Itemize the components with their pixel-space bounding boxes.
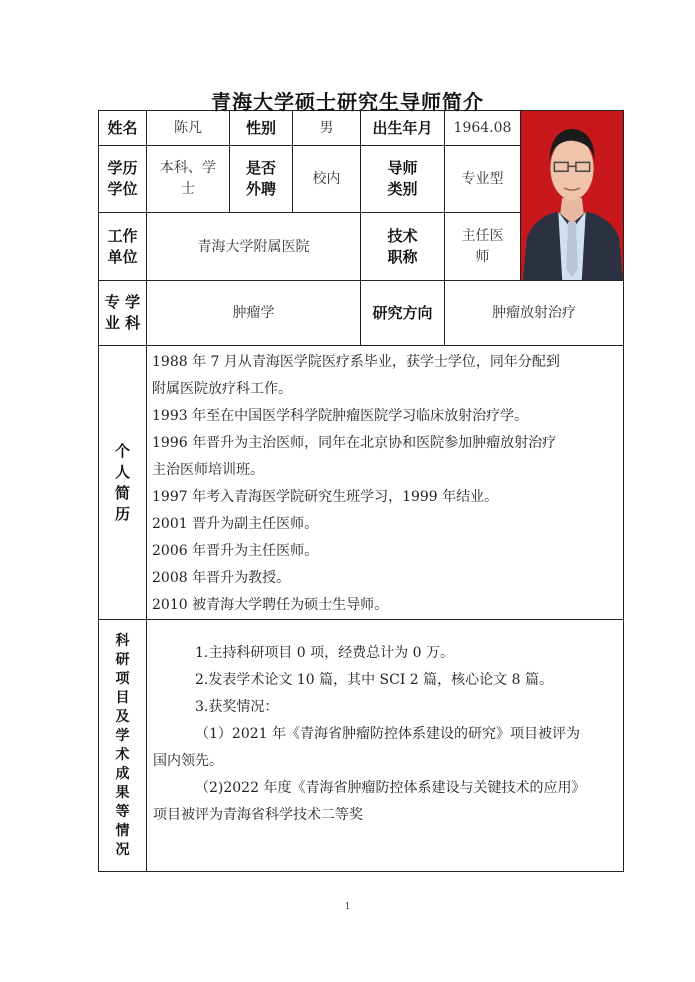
resume-line: 1997 年考入青海医学院研究生班学习，1999 年结业。 <box>152 489 499 505</box>
resume-line: 1996 年晋升为主治医师，同年在北京协和医院参加肿瘤放射治疗 <box>152 435 557 451</box>
resume-label-char: 人 <box>114 462 130 481</box>
resume-line: 1993 年至在中国医学科学院肿瘤医院学习临床放射治疗学。 <box>152 408 529 424</box>
research-label-char: 情 <box>115 822 130 839</box>
tech-title-label-line-1: 技术 <box>387 226 418 245</box>
research-label-char: 目 <box>115 689 130 706</box>
resume-label-char: 简 <box>114 483 130 502</box>
resume-label-char: 历 <box>114 504 130 523</box>
resume-line: 2006 年晋升为主任医师。 <box>152 543 319 559</box>
degree-value-line-2: 士 <box>181 181 195 197</box>
research-label-char: 学 <box>115 727 130 744</box>
research-achievements-content <box>146 619 624 872</box>
research-line: 项目被评为青海省科学技术二等奖 <box>153 807 363 823</box>
birth-label: 出生年月 <box>360 110 445 146</box>
profile-table <box>98 110 624 872</box>
gender-label: 性别 <box>229 110 293 146</box>
work-value: 青海大学附属医院 <box>146 212 361 281</box>
resume-line: 2010 被青海大学聘任为硕士生导师。 <box>152 597 389 613</box>
tech-title-value-line-1: 主任医 <box>461 227 504 244</box>
research-label-char: 况 <box>115 841 130 858</box>
name-label: 姓名 <box>98 110 147 146</box>
work-label-line-1: 工作 <box>107 226 138 245</box>
external-label-line-2: 外聘 <box>245 180 276 198</box>
resume-line: 2008 年晋升为教授。 <box>152 570 291 586</box>
portrait-photo <box>520 110 624 281</box>
tech-title-label <box>360 212 445 281</box>
resume-line: 2001 晋升为副主任医师。 <box>152 516 319 532</box>
external-value: 校内 <box>292 145 361 213</box>
research-label-char: 果 <box>115 784 130 801</box>
name-value: 陈凡 <box>146 110 230 146</box>
research-direction-value: 肿瘤放射治疗 <box>444 280 624 346</box>
research-label-char: 及 <box>115 708 130 725</box>
major-label <box>98 280 147 346</box>
gender-value: 男 <box>292 110 361 146</box>
research-label-char: 项 <box>115 670 130 687</box>
research-line: 国内领先。 <box>153 753 223 769</box>
research-label-char: 成 <box>115 765 130 782</box>
research-direction-label: 研究方向 <box>360 280 445 346</box>
major-value: 肿瘤学 <box>146 280 361 346</box>
research-label-char: 等 <box>115 803 130 820</box>
supervisor-type-label-line-1: 导师 <box>387 159 418 177</box>
research-label-char: 研 <box>115 651 130 668</box>
tech-title-label-line-2: 职称 <box>387 247 418 266</box>
degree-label-line-2: 学位 <box>107 180 138 198</box>
supervisor-type-label-line-2: 类别 <box>387 180 418 198</box>
degree-value-line-1: 本科、学 <box>160 160 216 176</box>
research-label-char: 科 <box>115 632 130 649</box>
resume-content <box>146 345 624 620</box>
external-label-line-1: 是否 <box>245 159 276 177</box>
research-line: 2.发表学术论文 10 篇，其中 SCI 2 篇，核心论文 8 篇。 <box>195 672 553 688</box>
work-label-line-2: 单位 <box>107 247 138 266</box>
resume-line: 主治医师培训班。 <box>152 462 264 478</box>
supervisor-type-label <box>360 145 445 213</box>
research-label-char: 术 <box>115 746 130 763</box>
page-title: 青海大学硕士研究生导师简介 <box>211 90 484 114</box>
research-line: （1）2021 年《青海省肿瘤防控体系建设的研究》项目被评为 <box>195 726 580 742</box>
research-line: 3.获奖情况： <box>195 699 279 715</box>
resume-label-char: 个 <box>114 441 130 460</box>
resume-label <box>98 345 147 620</box>
resume-line: 1988 年 7 月从青海医学院医疗系毕业，获学士学位，同年分配到 <box>152 354 560 370</box>
tech-title-value <box>444 212 521 281</box>
tech-title-value-line-2: 师 <box>475 248 490 265</box>
external-label <box>229 145 293 213</box>
degree-value <box>146 145 230 213</box>
degree-label <box>98 145 147 213</box>
research-line: 1.主持科研项目 0 项，经费总计为 0 万。 <box>195 645 454 661</box>
research-achievements-label <box>98 619 147 872</box>
page-number: 1 <box>344 902 351 912</box>
resume-line: 附属医院放疗科工作。 <box>152 381 292 397</box>
major-label-line-1: 专 学 <box>104 293 141 311</box>
portrait-image <box>521 111 623 280</box>
degree-label-line-1: 学历 <box>107 159 138 177</box>
research-line: （2)2022 年度《青海省肿瘤防控体系建设与关键技术的应用》 <box>195 780 586 796</box>
supervisor-type-value: 专业型 <box>444 145 521 213</box>
birth-value: 1964.08 <box>444 110 521 146</box>
major-label-line-2: 业 科 <box>104 314 141 332</box>
work-label <box>98 212 147 281</box>
